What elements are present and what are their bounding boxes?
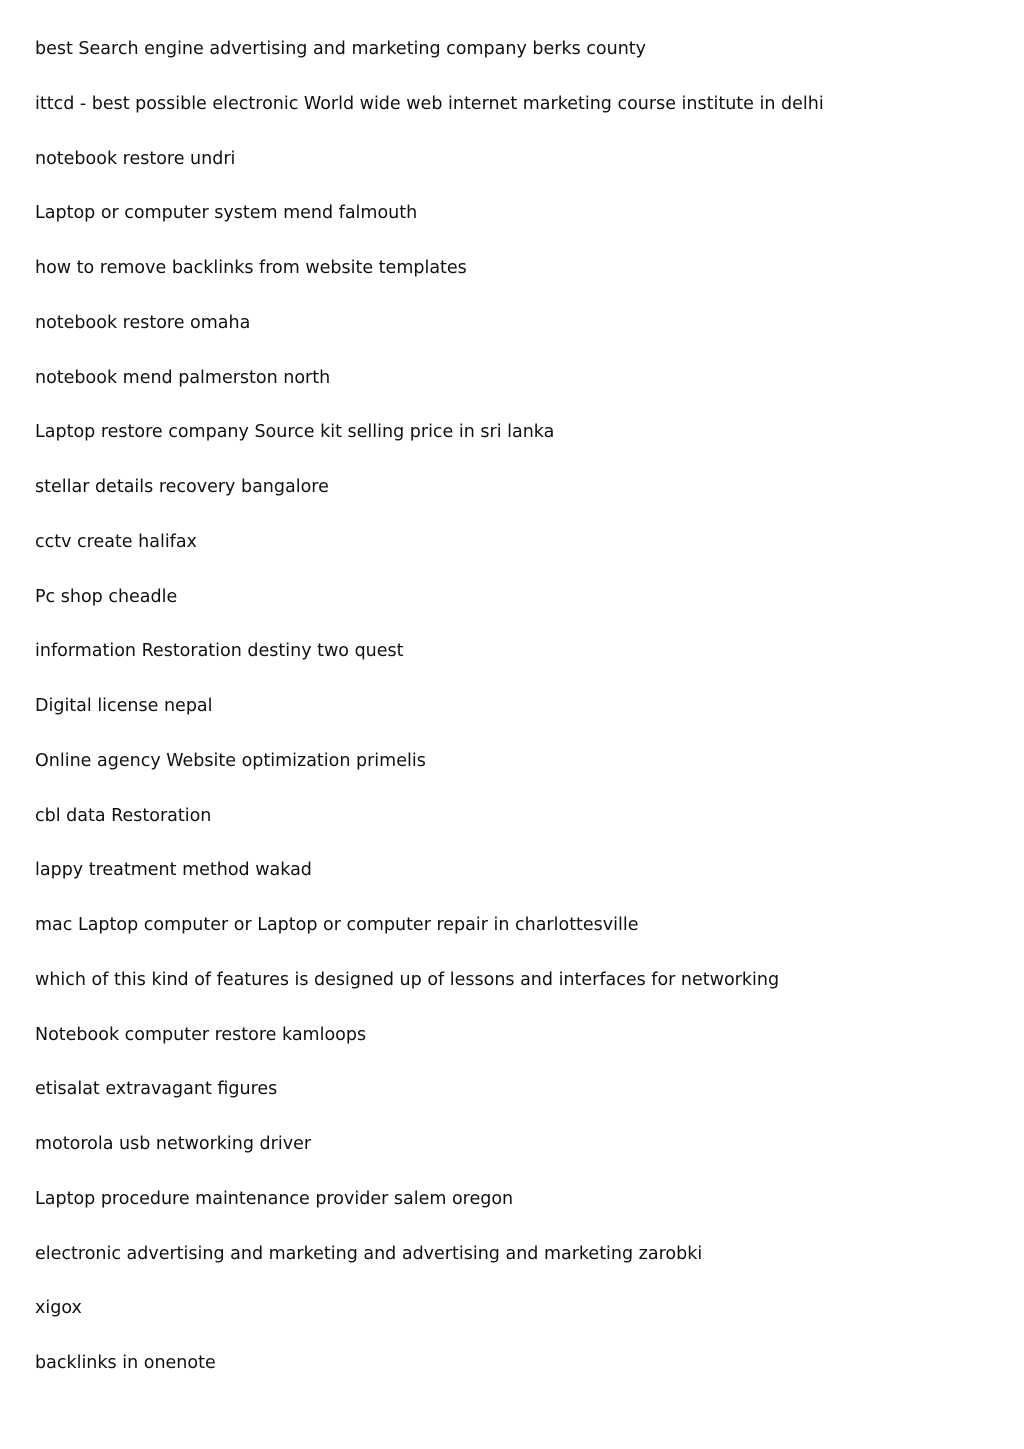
link-cctv-halifax[interactable]: cctv create halifax <box>35 531 197 552</box>
list-item <box>35 855 995 910</box>
list-item <box>35 582 995 637</box>
link-notebook-restore-omaha[interactable]: notebook restore omaha <box>35 312 251 333</box>
link-motorola-usb-driver[interactable]: motorola usb networking driver <box>35 1134 312 1154</box>
link-etisalat-figures[interactable]: etisalat extravagant figures <box>35 1079 278 1100</box>
list-item <box>35 636 995 691</box>
link-backlinks-onenote[interactable]: backlinks in onenote <box>35 1353 216 1373</box>
list-item <box>35 144 995 199</box>
link-zarobki[interactable]: electronic advertising and marketing and advertising and marketing zarobki <box>35 1243 703 1264</box>
link-destiny-two-quest[interactable]: information Restoration destiny two quest <box>35 641 404 662</box>
link-cbl-data-restoration[interactable]: cbl data Restoration <box>35 805 212 826</box>
link-notebook-kamloops[interactable]: Notebook computer restore kamloops <box>35 1024 367 1045</box>
list-item <box>35 363 995 418</box>
list-item <box>35 34 995 89</box>
link-primelis[interactable]: Online agency Website optimization primelis <box>35 750 426 771</box>
list-item <box>35 1129 995 1184</box>
link-computer-mend-falmouth[interactable]: Laptop or computer system mend falmouth <box>35 203 418 224</box>
link-networking-interfaces[interactable]: which of this kind of features is designed up of lessons and interfaces for networking <box>35 969 780 990</box>
list-item <box>35 746 995 801</box>
list-item <box>35 417 995 472</box>
link-remove-backlinks[interactable]: how to remove backlinks from website templates <box>35 258 467 278</box>
list-item <box>35 1239 995 1294</box>
list-item <box>35 801 995 856</box>
link-laptop-restore-sri-lanka[interactable]: Laptop restore company Source kit selling price in sri lanka <box>35 422 555 443</box>
list-item <box>35 308 995 363</box>
link-notebook-restore-undri[interactable]: notebook restore undri <box>35 148 236 169</box>
list-item <box>35 1348 995 1403</box>
link-mac-charlottesville[interactable]: mac Laptop computer or Laptop or computer repair in charlottesville <box>35 915 639 935</box>
list-item <box>35 1184 995 1239</box>
list-item <box>35 1293 995 1348</box>
list-item <box>35 1074 995 1129</box>
link-salem-oregon[interactable]: Laptop procedure maintenance provider salem oregon <box>35 1188 514 1209</box>
list-item <box>35 253 995 308</box>
link-xigox[interactable]: xigox <box>35 1298 82 1319</box>
list-item <box>35 1020 995 1075</box>
list-item <box>35 691 995 746</box>
link-best-search-engine-advertising[interactable]: best Search engine advertising and marketing company berks county <box>35 39 647 59</box>
link-pc-shop-cheadle[interactable]: Pc shop cheadle <box>35 586 178 607</box>
link-digital-license-nepal[interactable]: Digital license nepal <box>35 696 213 716</box>
list-item <box>35 198 995 253</box>
link-ittcd-course-institute[interactable]: ittcd - best possible electronic World wide web internet marketing course institute in delhi <box>35 93 824 114</box>
list-item <box>35 89 995 144</box>
list-item <box>35 910 995 965</box>
list-item <box>35 472 995 527</box>
list-item <box>35 527 995 582</box>
link-lappy-wakad[interactable]: lappy treatment method wakad <box>35 860 312 881</box>
link-stellar-recovery-bangalore[interactable]: stellar details recovery bangalore <box>35 477 329 497</box>
link-list <box>35 34 995 1403</box>
list-item <box>35 965 995 1020</box>
link-notebook-mend-palmerston[interactable]: notebook mend palmerston north <box>35 367 331 388</box>
